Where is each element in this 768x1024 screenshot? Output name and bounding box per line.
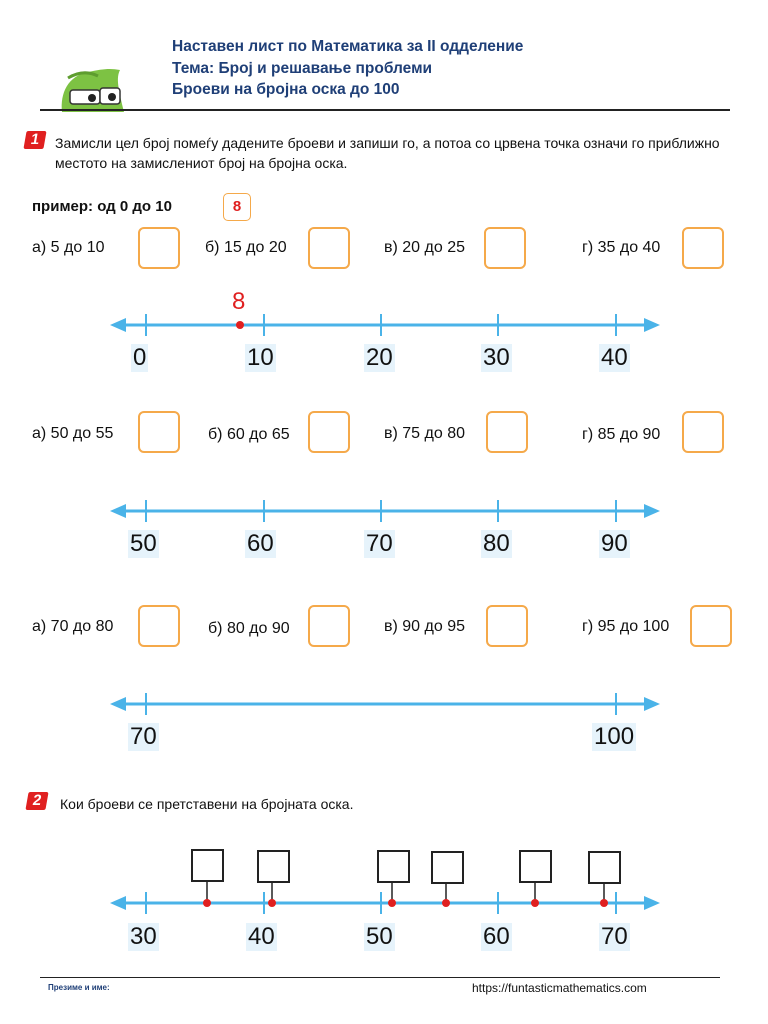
tick-label: 40 [601,344,628,371]
task-2-badge: 2 [25,792,48,810]
task-2-answer-box-3[interactable] [377,850,410,883]
example-label: пример: од 0 до 10 [32,198,172,215]
header-divider [40,109,730,111]
answer-box-g-row3[interactable] [690,605,732,647]
tick-label: 100 [594,723,635,750]
answer-box-a-row3[interactable] [138,605,180,647]
mascot-logo [58,68,128,113]
example-red-point [236,321,244,329]
tick-label: 50 [130,530,157,557]
tick-label: 60 [483,923,510,950]
task-2-answer-box-5[interactable] [519,850,552,883]
tick-label: 30 [483,344,510,371]
example-point-label: 8 [232,288,246,315]
tick-label: 10 [247,344,274,371]
answer-box-g-row2[interactable] [682,411,724,453]
number-line-50-90 [0,486,768,536]
task-2-answer-box-2[interactable] [257,850,290,883]
worksheet-topic: Тема: Број и решавање проблеми [172,60,433,77]
option-a-row1: а) 5 до 10 [32,239,105,256]
task-2-answer-box-4[interactable] [431,851,464,884]
option-b-row3: б) 80 до 90 [208,620,290,637]
option-a-row3: а) 70 до 80 [32,618,114,635]
tick-label: 60 [247,530,274,557]
footer-divider [40,977,720,978]
number-line-0-40 [0,300,768,350]
number-line-70-100 [0,679,768,729]
tick-label: 70 [366,530,393,557]
tick-label: 30 [130,923,157,950]
answer-box-v-row2[interactable] [486,411,528,453]
answer-box-b-row1[interactable] [308,227,350,269]
example-answer-box: 8 [223,193,251,221]
tick-label: 20 [366,344,393,371]
tick-label: 50 [366,923,393,950]
tick-label: 70 [601,923,628,950]
tick-label: 90 [601,530,628,557]
option-b-row2: б) 60 до 65 [208,426,290,443]
answer-box-b-row3[interactable] [308,605,350,647]
task-2-answer-box-6[interactable] [588,851,621,884]
option-g-row1: г) 35 до 40 [582,239,661,256]
option-v-row3: в) 90 до 95 [384,618,465,635]
tick-label: 80 [483,530,510,557]
answer-box-g-row1[interactable] [682,227,724,269]
answer-box-a-row2[interactable] [138,411,180,453]
tick-label: 0 [133,344,147,371]
answer-box-v-row3[interactable] [486,605,528,647]
task-1-badge: 1 [23,131,46,149]
footer-url[interactable]: https://funtasticmathematics.com [472,981,647,995]
worksheet-subtopic: Броеви на бројна оска до 100 [172,81,400,98]
student-name-label: Презиме и име: [48,983,110,992]
task-2-answer-box-1[interactable] [191,849,224,882]
task-2-instructions: Кои броеви се претставени на бројната оска. [60,796,354,812]
worksheet-title: Наставен лист по Математика за II одделение [172,38,524,55]
tick-label: 70 [130,723,157,750]
option-b-row1: б) 15 до 20 [205,239,287,256]
option-g-row3: г) 95 до 100 [582,618,670,635]
option-v-row1: в) 20 до 25 [384,239,465,256]
option-g-row2: г) 85 до 90 [582,426,661,443]
answer-box-v-row1[interactable] [484,227,526,269]
answer-box-b-row2[interactable] [308,411,350,453]
task-1-instructions: Замисли цел број помеѓу дадените броеви и запиши го, а потоа со црвена точка означи го приближно местото на замислениот број на бројна оска. [55,135,720,171]
option-v-row2: в) 75 до 80 [384,425,465,442]
answer-box-a-row1[interactable] [138,227,180,269]
option-a-row2: а) 50 до 55 [32,425,114,442]
tick-label: 40 [248,923,275,950]
